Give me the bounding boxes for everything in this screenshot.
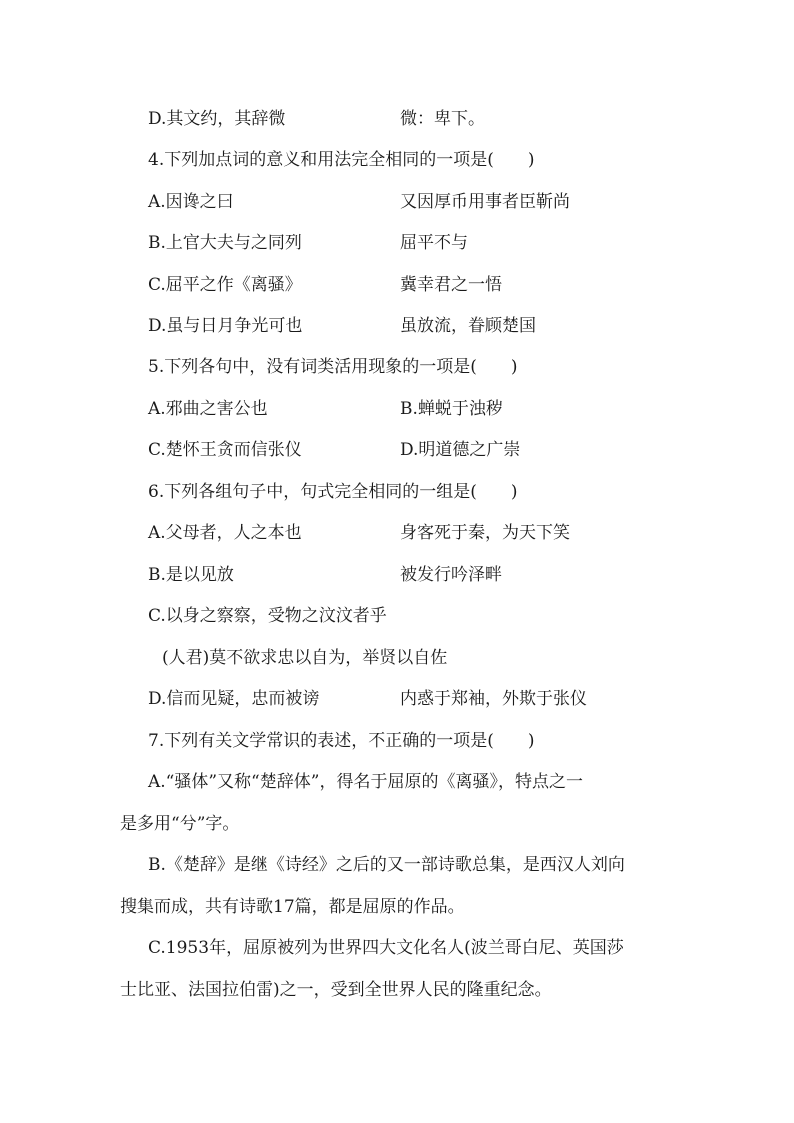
q6-option-a-left: A.父母者，人之本也 — [148, 523, 302, 543]
q4-option-a-left: A.因谗之曰 — [148, 192, 234, 212]
question-7-stem: 7.下列有关文学常识的表述，不正确的一项是( ) — [148, 731, 535, 751]
q6-option-b-right: 被发行吟泽畔 — [400, 565, 502, 585]
q6-option-c-line2: (人君)莫不欲求忠以自为，举贤以自佐 — [162, 648, 448, 668]
q7-option-b-line2: 搜集而成，共有诗歌17篇，都是屈原的作品。 — [120, 897, 465, 917]
q7-option-a-line1: A.“骚体”又称“楚辞体”，得名于屈原的《离骚》，特点之一 — [148, 772, 583, 792]
q5-option-d: D.明道德之广崇 — [400, 440, 521, 460]
question-5-stem: 5.下列各句中，没有词类活用现象的一项是( ) — [148, 357, 518, 377]
question-4-stem: 4.下列加点词的意义和用法完全相同的一项是( ) — [148, 150, 535, 170]
q3-option-d-left: D.其文约，其辞微 — [148, 109, 286, 129]
q3-option-d-right: 微：卑下。 — [400, 109, 485, 129]
q7-option-c-line1: C.1953年，屈原被列为世界四大文化名人(波兰哥白尼、英国莎 — [148, 938, 624, 958]
q4-option-d-right: 虽放流，眷顾楚国 — [400, 316, 536, 336]
q4-option-d-left: D.虽与日月争光可也 — [148, 316, 303, 336]
q6-option-d-left: D.信而见疑，忠而被谤 — [148, 689, 320, 709]
q4-option-c-left: C.屈平之作《离骚》 — [148, 275, 302, 295]
q4-option-a-right: 又因厚币用事者臣靳尚 — [400, 192, 570, 212]
q5-option-a: A.邪曲之害公也 — [148, 399, 268, 419]
q7-option-a-line2: 是多用“兮”字。 — [120, 814, 240, 834]
q5-option-c: C.楚怀王贪而信张仪 — [148, 440, 302, 460]
q6-option-a-right: 身客死于秦，为天下笑 — [400, 523, 570, 543]
q4-option-c-right: 冀幸君之一悟 — [400, 275, 502, 295]
q6-option-b-left: B.是以见放 — [148, 565, 234, 585]
q7-option-b-line1: B.《楚辞》是继《诗经》之后的又一部诗歌总集，是西汉人刘向 — [148, 855, 625, 875]
question-6-stem: 6.下列各组句子中，句式完全相同的一组是( ) — [148, 482, 518, 502]
q4-option-b-left: B.上官大夫与之同列 — [148, 233, 302, 253]
q7-option-c-line2: 士比亚、法国拉伯雷)之一，受到全世界人民的隆重纪念。 — [120, 980, 552, 1000]
q5-option-b: B.蝉蜕于浊秽 — [400, 399, 503, 419]
q4-option-b-right: 屈平不与 — [400, 233, 468, 253]
q6-option-c-line1: C.以身之察察，受物之汶汶者乎 — [148, 606, 387, 626]
q6-option-d-right: 内惑于郑袖，外欺于张仪 — [400, 689, 587, 709]
